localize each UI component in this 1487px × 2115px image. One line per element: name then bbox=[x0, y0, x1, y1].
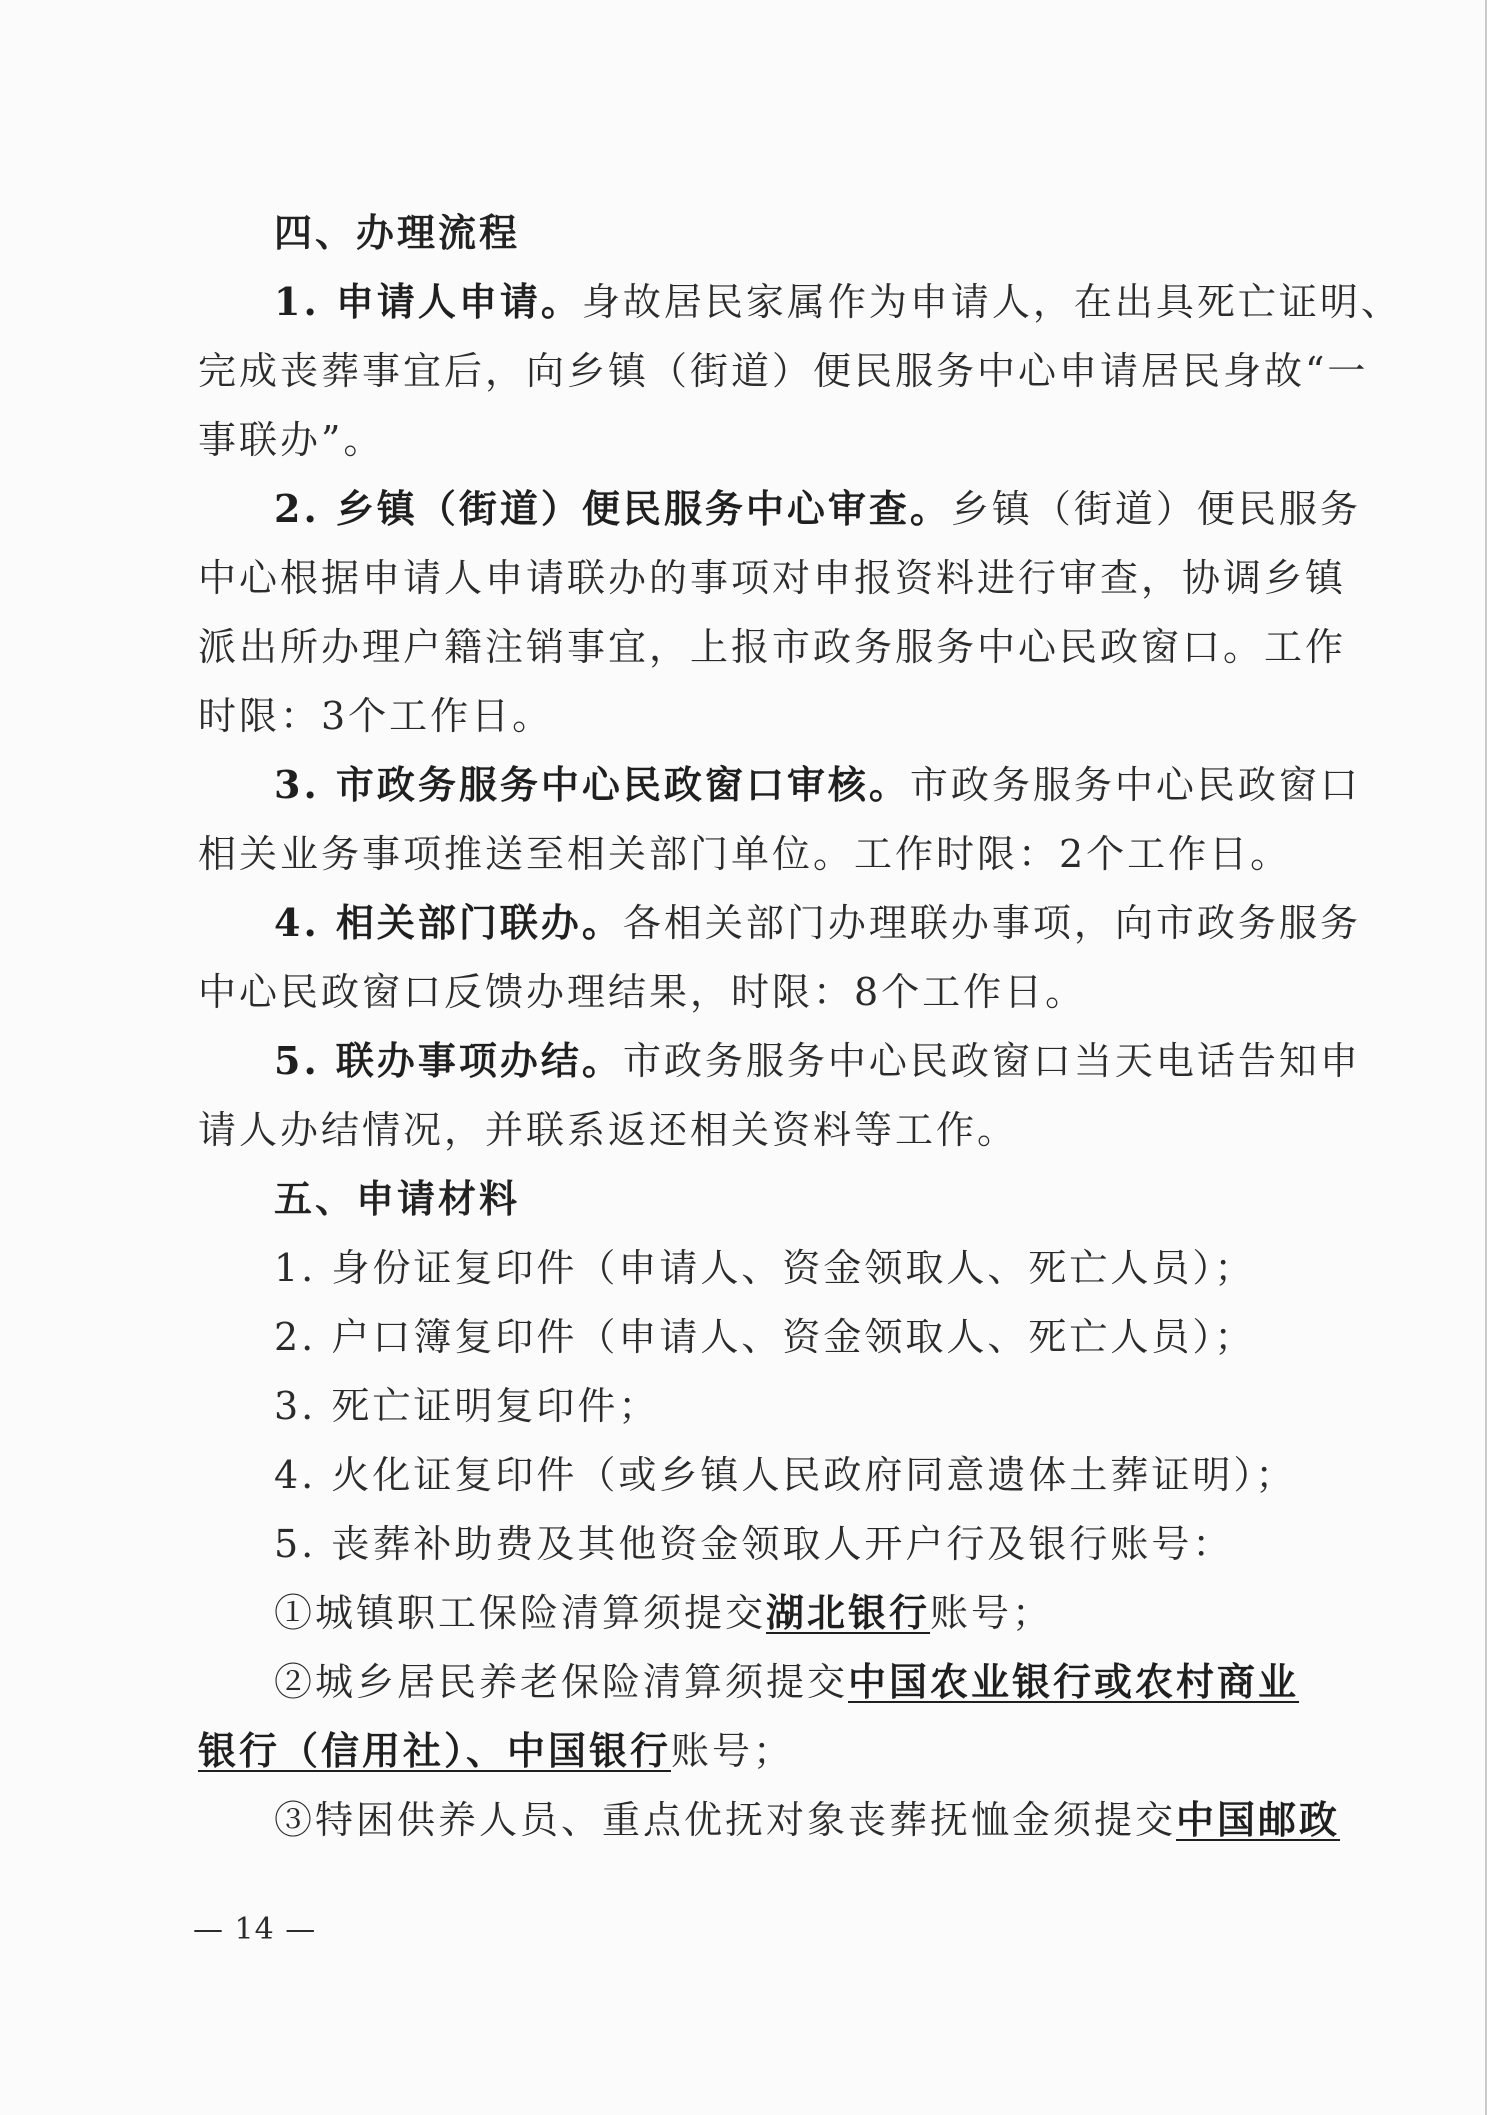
step-4-text: 各相关部门办理联办事项，向市政务服务 bbox=[622, 901, 1361, 945]
step-4-line-2: 中心民政窗口反馈办理结果，时限：8个工作日。 bbox=[198, 970, 1087, 1014]
step-2-text: 乡镇（街道）便民服务 bbox=[950, 487, 1361, 531]
step-1-title: 1. 申请人申请。 bbox=[274, 279, 582, 324]
step-5-title: 5. 联办事项办结。 bbox=[274, 1038, 623, 1083]
material-item-4: 4. 火化证复印件（或乡镇人民政府同意遗体土葬证明）； bbox=[274, 1453, 1297, 1497]
step-5-text: 市政务服务中心民政窗口当天电话告知申 bbox=[622, 1039, 1361, 1083]
bank-name-hubei: 湖北银行 bbox=[766, 1590, 931, 1635]
bank-requirement-2-suffix: 账号； bbox=[671, 1729, 795, 1773]
step-3-line-2: 相关业务事项推送至相关部门单位。工作时限：2个工作日。 bbox=[198, 832, 1292, 876]
step-2-line-4: 时限：3个工作日。 bbox=[198, 694, 554, 738]
step-2-title: 2. 乡镇（街道）便民服务中心审查。 bbox=[274, 486, 951, 531]
bank-requirement-1-suffix: 账号； bbox=[930, 1591, 1054, 1635]
step-2-paragraph bbox=[274, 482, 1361, 536]
step-1-line-3: 事联办”。 bbox=[198, 418, 385, 462]
step-5-paragraph bbox=[274, 1034, 1361, 1088]
step-1-text: 身故居民家属作为申请人，在出具死亡证明、 bbox=[581, 280, 1402, 324]
bank-requirement-2-prefix: ②城乡居民养老保险清算须提交 bbox=[274, 1660, 849, 1704]
step-1-paragraph bbox=[274, 275, 1402, 329]
material-item-3: 3. 死亡证明复印件； bbox=[274, 1384, 660, 1428]
material-item-1: 1. 身份证复印件（申请人、资金领取人、死亡人员）； bbox=[274, 1246, 1256, 1290]
bank-requirement-2-line-2 bbox=[198, 1724, 794, 1778]
bank-name-postal: 中国邮政 bbox=[1176, 1797, 1341, 1842]
bank-requirement-3 bbox=[274, 1793, 1340, 1847]
bank-requirement-1-prefix: ①城镇职工保险清算须提交 bbox=[274, 1591, 767, 1635]
step-4-title: 4. 相关部门联办。 bbox=[274, 900, 623, 945]
bank-requirement-3-prefix: ③特困供养人员、重点优抚对象丧葬抚恤金须提交 bbox=[274, 1798, 1177, 1842]
page-number: — 14 — bbox=[193, 1912, 317, 1947]
bank-requirement-1 bbox=[274, 1586, 1053, 1640]
bank-name-credit-coop-boc: 银行（信用社）、中国银行 bbox=[198, 1728, 672, 1773]
step-1-line-2: 完成丧葬事宜后，向乡镇（街道）便民服务中心申请居民身故“一 bbox=[198, 349, 1369, 393]
step-3-paragraph bbox=[274, 758, 1361, 812]
bank-requirement-2 bbox=[274, 1655, 1299, 1709]
step-4-paragraph bbox=[274, 896, 1361, 950]
step-3-text: 市政务服务中心民政窗口 bbox=[909, 763, 1361, 807]
step-2-line-3: 派出所办理户籍注销事宜，上报市政务服务中心民政窗口。工作 bbox=[198, 625, 1347, 669]
material-item-2: 2. 户口簿复印件（申请人、资金领取人、死亡人员）； bbox=[274, 1315, 1256, 1359]
step-5-line-2: 请人办结情况，并联系返还相关资料等工作。 bbox=[198, 1108, 1019, 1152]
section-heading-process: 四、办理流程 bbox=[274, 210, 521, 255]
section-heading-materials: 五、申请材料 bbox=[274, 1176, 521, 1221]
material-item-5: 5. 丧葬补助费及其他资金领取人开户行及银行账号： bbox=[274, 1522, 1234, 1566]
step-3-title: 3. 市政务服务中心民政窗口审核。 bbox=[274, 762, 910, 807]
step-2-line-2: 中心根据申请人申请联办的事项对申报资料进行审查，协调乡镇 bbox=[198, 556, 1347, 600]
bank-name-abc-rural: 中国农业银行或农村商业 bbox=[848, 1659, 1300, 1704]
